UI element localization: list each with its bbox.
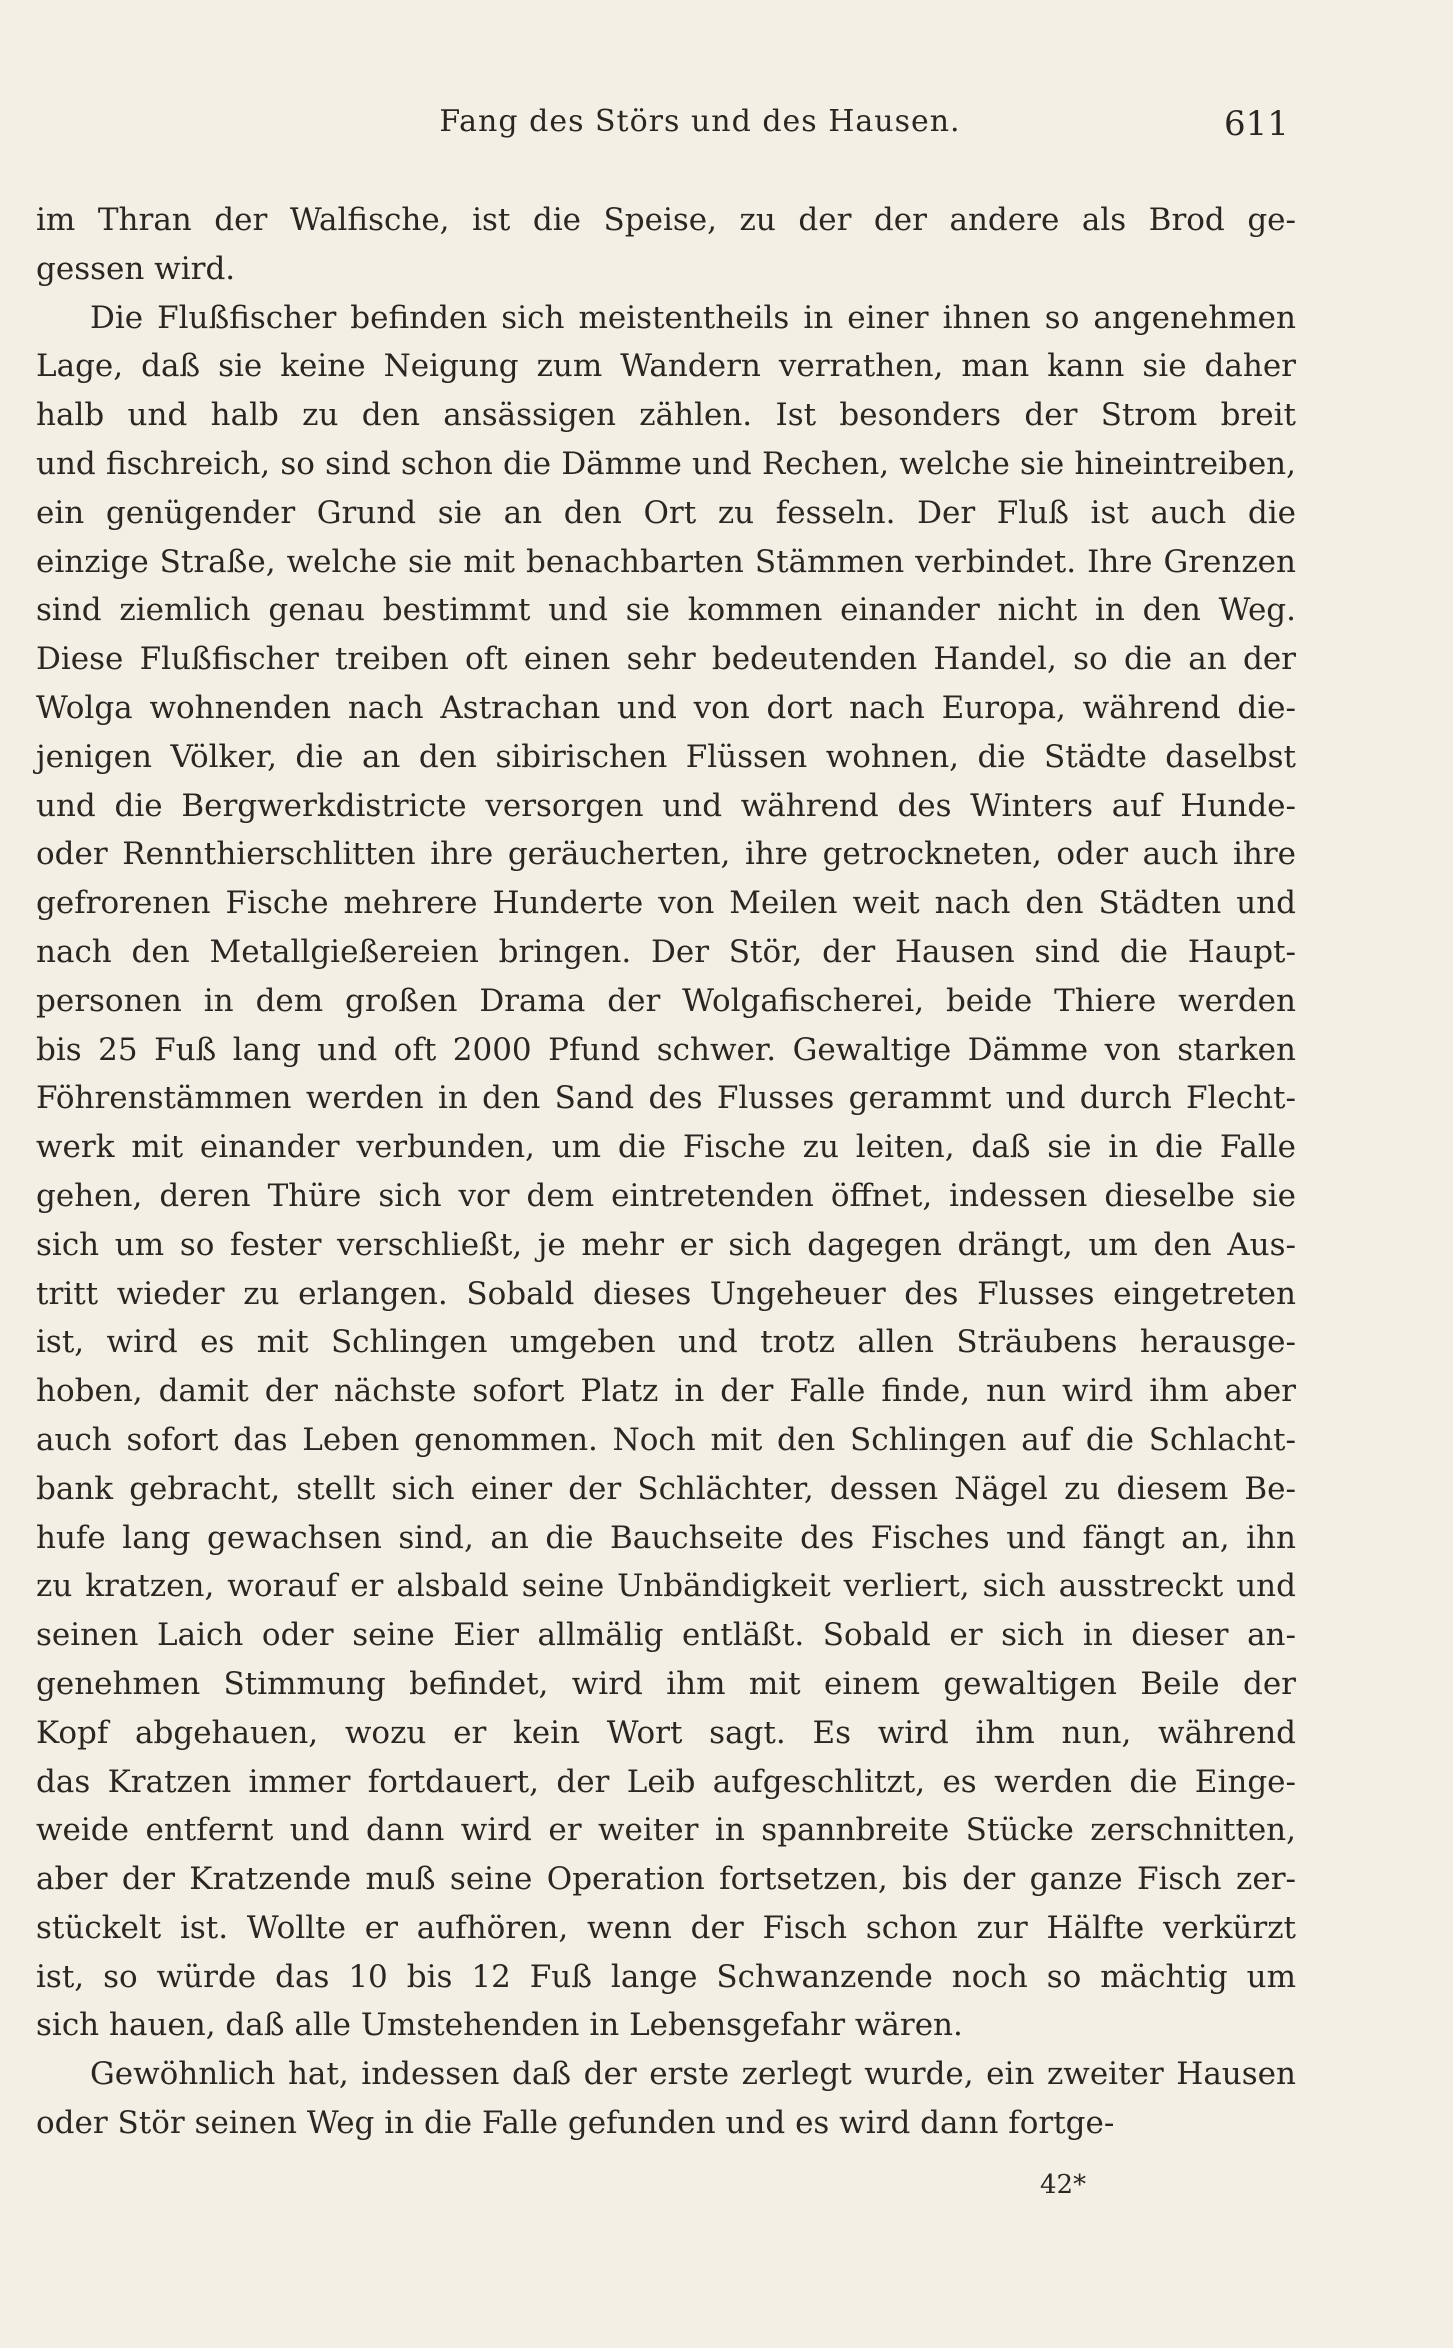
text-line: das Kratzen immer fortdauert, der Leib aufgeschlitzt, es werden die Einge- — [36, 1763, 1296, 1800]
text-line: auch sofort das Leben genommen. Noch mit den Schlingen auf die Schlacht- — [36, 1421, 1296, 1458]
signature-mark: 42* — [1040, 2170, 1087, 2200]
text-line: Diese Flußfischer treiben oft einen sehr bedeutenden Handel, so die an der — [36, 641, 1296, 678]
text-line: gefrorenen Fische mehrere Hunderte von Meilen weit nach den Städten und — [36, 885, 1296, 922]
text-line: halb und halb zu den ansässigen zählen. Ist besonders der Strom breit — [36, 397, 1296, 434]
text-line: Wolga wohnenden nach Astrachan und von dort nach Europa, während die- — [36, 689, 1296, 726]
text-line: Lage, daß sie keine Neigung zum Wandern verrathen, man kann sie daher — [36, 348, 1296, 385]
text-line: oder Stör seinen Weg in die Falle gefunden und es wird dann fortge- — [36, 2105, 1115, 2142]
text-line: tritt wieder zu erlangen. Sobald dieses Ungeheuer des Flusses eingetreten — [36, 1275, 1296, 1312]
text-line: nach den Metallgießereien bringen. Der Stör, der Hausen sind die Haupt- — [36, 933, 1296, 970]
text-line: sind ziemlich genau bestimmt und sie kommen einander nicht in den Weg. — [36, 592, 1296, 629]
text-line: genehmen Stimmung befindet, wird ihm mit einem gewaltigen Beile der — [36, 1665, 1296, 1702]
text-line: sich um so fester verschließt, je mehr er sich dagegen drängt, um den Aus- — [36, 1226, 1296, 1263]
running-title: Fang des Störs und des Hausen. — [439, 104, 961, 139]
text-line: jenigen Völker, die an den sibirischen Flüssen wohnen, die Städte daselbst — [36, 738, 1296, 775]
paragraph — [36, 2050, 1296, 2148]
text-line: einzige Straße, welche sie mit benachbarten Stämmen verbindet. Ihre Grenzen — [36, 543, 1296, 580]
text-line: weide entfernt und dann wird er weiter in spannbreite Stücke zerschnitten, — [36, 1812, 1296, 1849]
text-line: gehen, deren Thüre sich vor dem eintretenden öffnet, indessen dieselbe sie — [36, 1177, 1296, 1214]
text-line: werk mit einander verbunden, um die Fische zu leiten, daß sie in die Falle — [36, 1129, 1296, 1166]
paragraph — [36, 294, 1296, 2051]
text-line: oder Rennthierschlitten ihre geräucherten, ihre getrockneten, oder auch ihre — [36, 836, 1296, 873]
paragraph — [36, 196, 1296, 294]
text-line: ist, so würde das 10 bis 12 Fuß lange Schwanzende noch so mächtig um — [36, 1958, 1296, 1995]
page-number: 611 — [1224, 104, 1289, 144]
text-line: und fischreich, so sind schon die Dämme und Rechen, welche sie hineintreiben, — [36, 445, 1296, 482]
text-line: ein genügender Grund sie an den Ort zu fesseln. Der Fluß ist auch die — [36, 494, 1296, 531]
text-line: bank gebracht, stellt sich einer der Schlächter, dessen Nägel zu diesem Be- — [36, 1470, 1296, 1507]
text-line: seinen Laich oder seine Eier allmälig entläßt. Sobald er sich in dieser an- — [36, 1617, 1296, 1654]
text-line: und die Bergwerkdistricte versorgen und während des Winters auf Hunde- — [36, 787, 1296, 824]
text-line: Kopf abgehauen, wozu er kein Wort sagt. Es wird ihm nun, während — [36, 1714, 1296, 1751]
text-line: aber der Kratzende muß seine Operation fortsetzen, bis der ganze Fisch zer- — [36, 1861, 1296, 1898]
text-line: hoben, damit der nächste sofort Platz in der Falle finde, nun wird ihm aber — [36, 1373, 1296, 1410]
text-line: ist, wird es mit Schlingen umgeben und trotz allen Sträubens herausge- — [36, 1324, 1296, 1361]
text-line: im Thran der Walfische, ist die Speise, zu der der andere als Brod ge- — [36, 202, 1296, 238]
text-line: hufe lang gewachsen sind, an die Bauchseite des Fisches und fängt an, ihn — [36, 1519, 1296, 1556]
text-line: personen in dem großen Drama der Wolgafischerei, beide Thiere werden — [36, 982, 1296, 1019]
text-line: gessen wird. — [36, 250, 236, 287]
text-line: Föhrenstämmen werden in den Sand des Flusses gerammt und durch Flecht- — [36, 1080, 1296, 1117]
body-text — [36, 196, 1296, 2148]
text-line: zu kratzen, worauf er alsbald seine Unbändigkeit verliert, sich ausstreckt und — [36, 1568, 1296, 1605]
text-line: Die Flußfischer befinden sich meistentheils in einer ihnen so angenehmen — [90, 299, 1296, 336]
page-header — [0, 104, 1453, 154]
text-line: bis 25 Fuß lang und oft 2000 Pfund schwer. Gewaltige Dämme von starken — [36, 1031, 1296, 1068]
text-line: stückelt ist. Wollte er aufhören, wenn der Fisch schon zur Hälfte verkürzt — [36, 1909, 1296, 1946]
text-line: sich hauen, daß alle Umstehenden in Lebensgefahr wären. — [36, 2007, 963, 2044]
text-line: Gewöhnlich hat, indessen daß der erste zerlegt wurde, ein zweiter Hausen — [90, 2056, 1296, 2093]
